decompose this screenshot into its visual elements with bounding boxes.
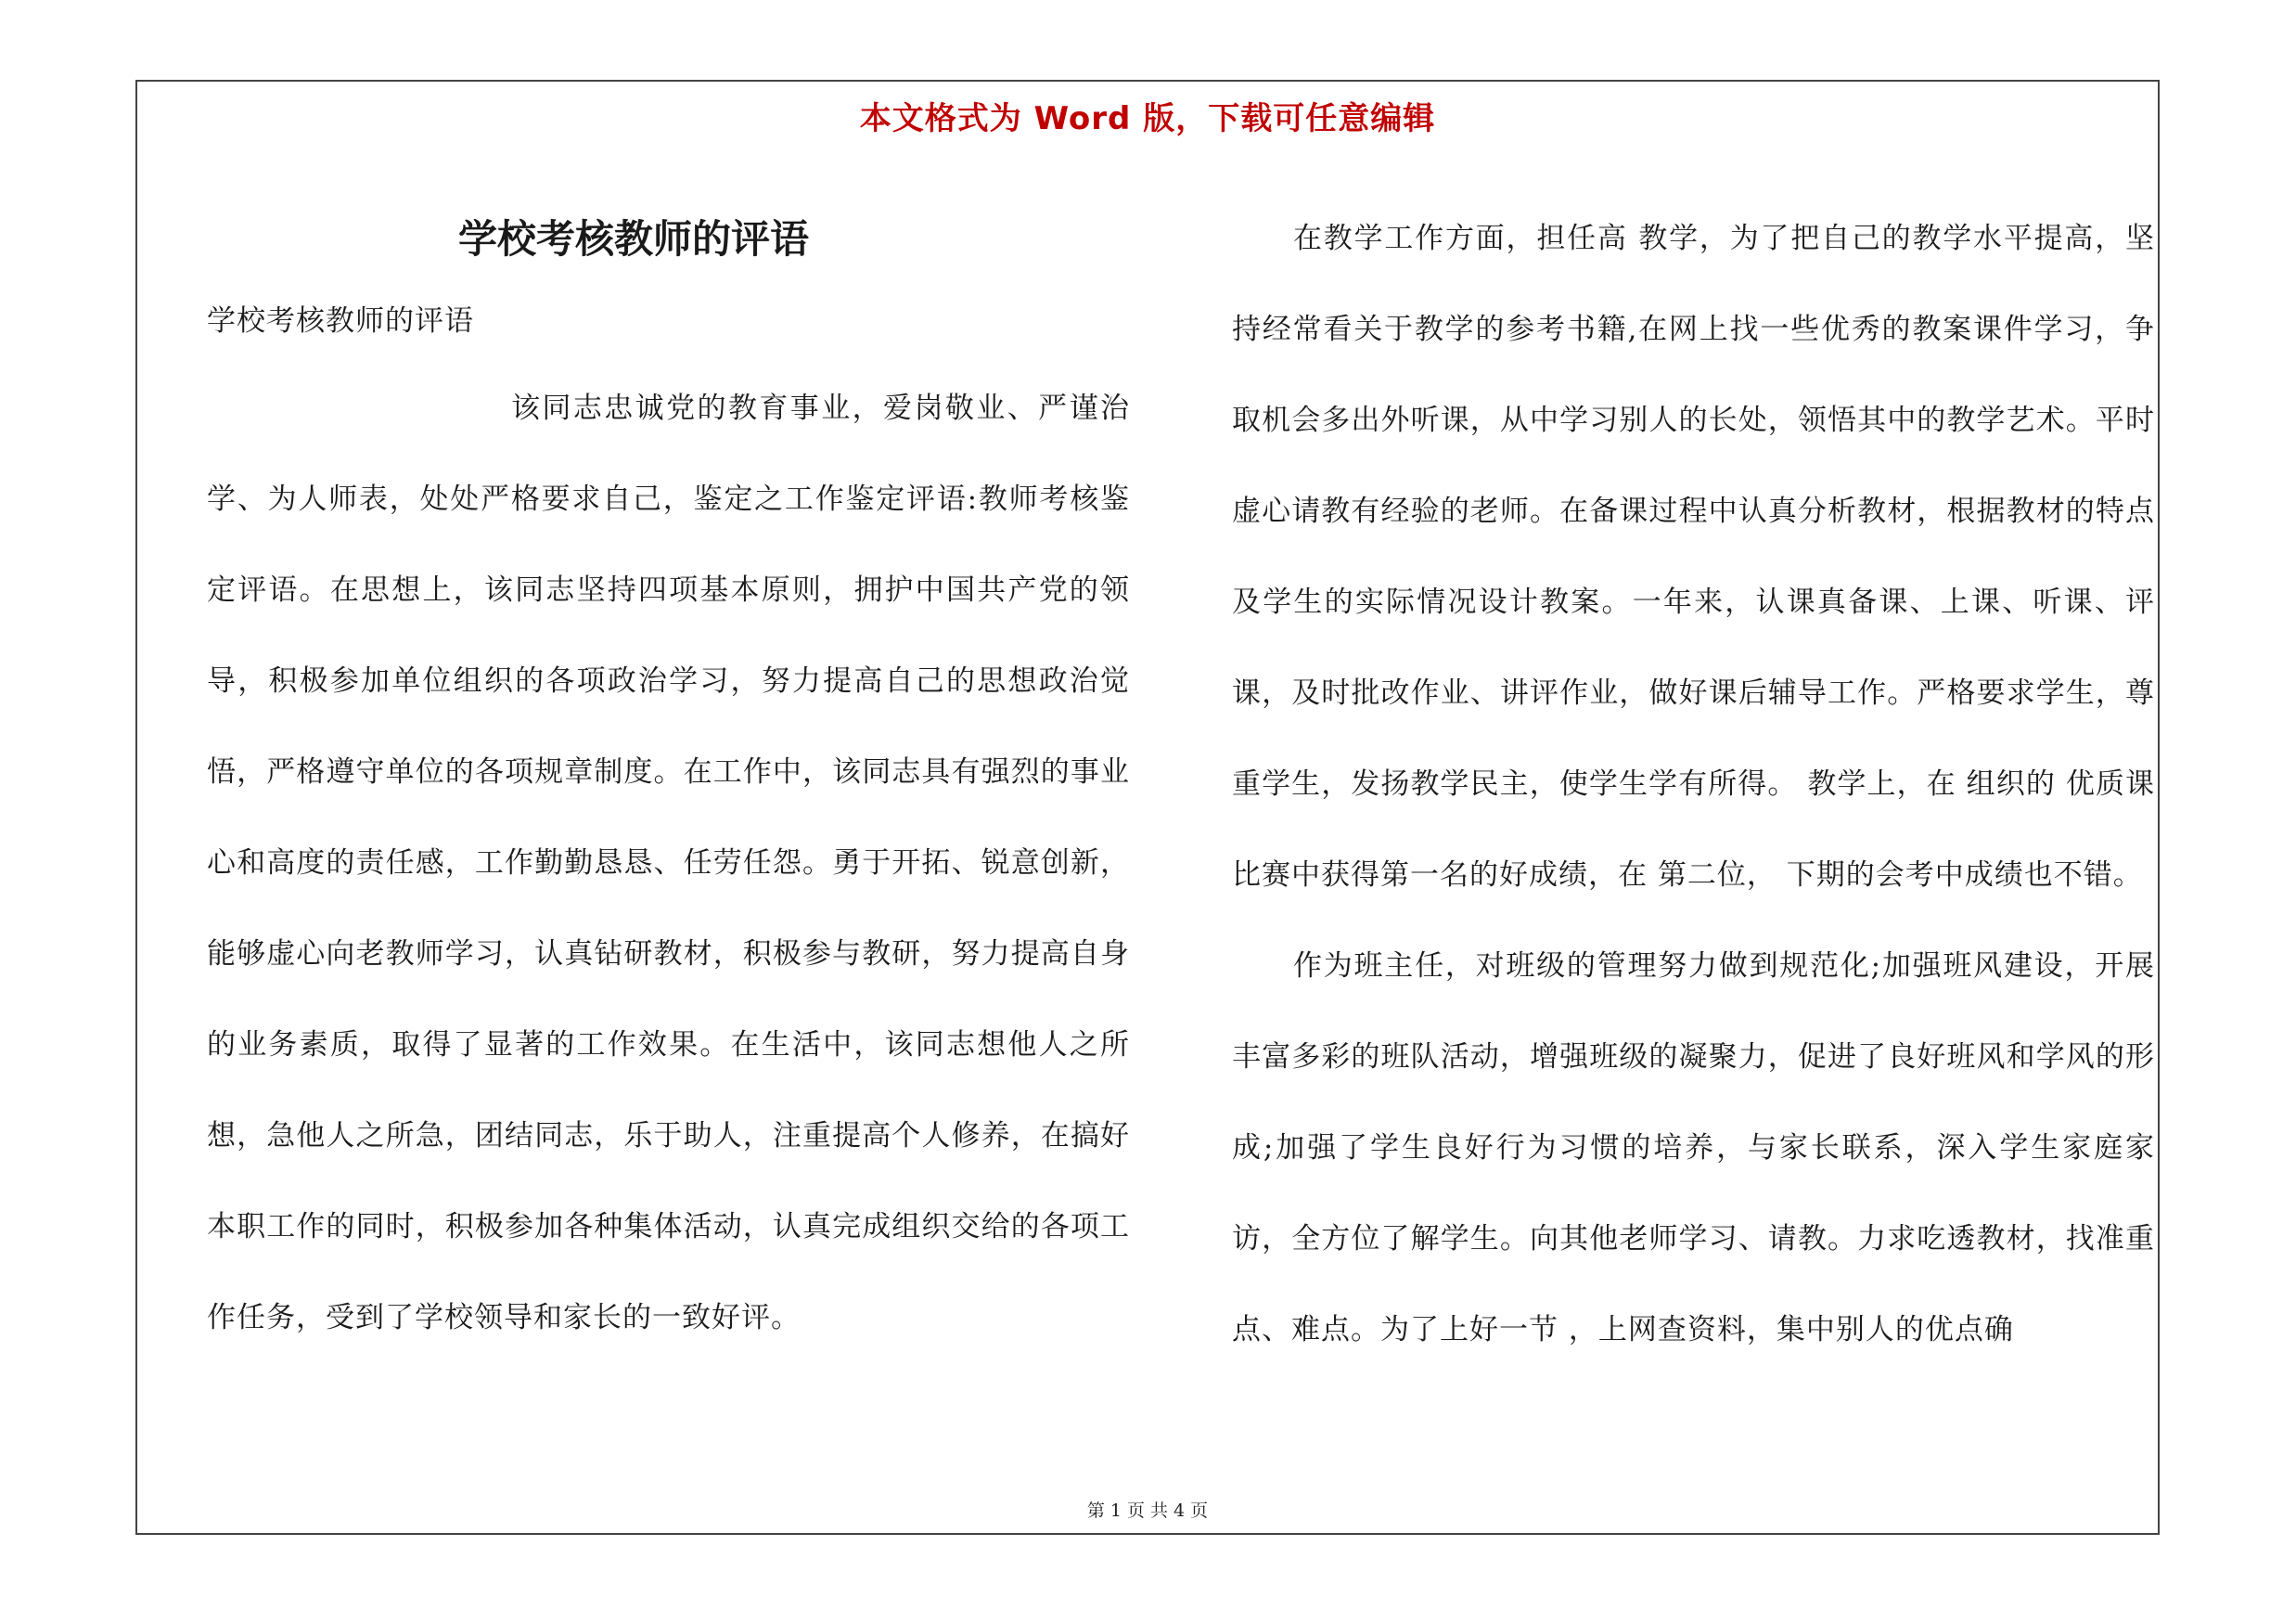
right-column [1232,193,2155,1375]
page-number-footer: 第 1 页 共 4 页 [1086,1501,1209,1521]
body-paragraph: 该同志忠诚党的教育事业，爱岗敬业、严谨治学、为人师表，处处严格要求自己，鉴定之工作鉴定评语:教师考核鉴定评语。在思想上，该同志坚持四项基本原则，拥护中国共产党的领导，积极参加单位组织的各项政治学习，努力提高自己的思想政治觉悟，严格遵守单位的各项规章制度。在工作中，该同志具有强烈的事业心和高度的责任感，工作勤勤恳恳、任劳任怨。勇于开拓、锐意创新，能够虚心向老教师学习，认真钻研教材，积极参与教研，努力提高自身的业务素质，取得了显著的工作效果。在生活中，该同志想他人之所想，急他人之所急，团结同志，乐于助人，注重提高个人修养，在搞好本职工作的同时，积极参加各种集体活动，认真完成组织交给的各项工作任务，受到了学校领导和家长的一致好评。 [207,392,1130,1334]
body-paragraph: 在教学工作方面，担任高 教学，为了把自己的教学水平提高，坚持经常看关于教学的参考书籍,在网上找一些优秀的教案课件学习，争取机会多出外听课，从中学习别人的长处，领悟其中的教学艺术。平时虚心请教有经验的老师。在备课过程中认真分析教材，根据教材的特点及学生的实际情况设计教案。一年来，认课真备课、上课、听课、评课，及时批改作业、讲评作业，做好课后辅导工作。严格要求学生，尊重学生，发扬教学民主，使学生学有所得。 教学上，在 组织的 优质课比赛中获得第一名的好成绩，在 第二位， 下期的会考中成绩也不错。 [1232,222,2155,892]
document-title: 学校考核教师的评语 [457,216,809,262]
document-subtitle: 学校考核教师的评语 [207,304,474,338]
body-paragraph: 作为班主任，对班级的管理努力做到规范化;加强班风建设，开展丰富多彩的班队活动，增强班级的凝聚力，促进了良好班风和学风的形成;加强了学生良好行为习惯的培养，与家长联系，深入学生家庭家访，全方位了解学生。向其他老师学习、请教。力求吃透教材，找准重点、难点。为了上好一节 ，上网查资料，集中别人的优点确 [1232,949,2155,1346]
format-notice-banner: 本文格式为 Word 版，下载可任意编辑 [859,100,1436,137]
document-page [135,80,2160,1535]
left-column [207,193,1135,1363]
